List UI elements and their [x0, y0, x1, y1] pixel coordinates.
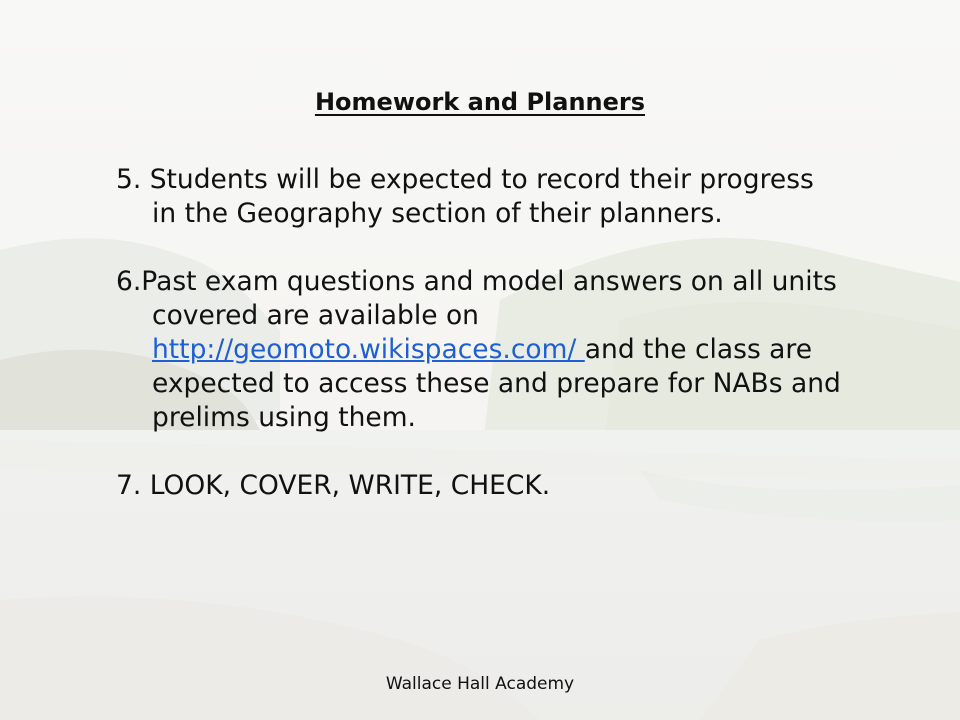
list-item-6-text-after: and the class are expected to access these and prepare for NABs and prelims using them.	[152, 334, 841, 433]
bullet-list	[116, 163, 846, 503]
list-item-6	[116, 265, 846, 435]
geomoto-link[interactable]: http://geomoto.wikispaces.com/	[152, 334, 585, 365]
footer-school-name: Wallace Hall Academy	[385, 674, 575, 694]
list-item-5: 5. Students will be expected to record their progress in the Geography section of their planners.	[116, 164, 814, 229]
list-item-6-text-before: 6.Past exam questions and model answers on all units covered are available on	[116, 266, 837, 331]
list-item-7: 7. LOOK, COVER, WRITE, CHECK.	[116, 470, 551, 501]
slide-title: Homework and Planners	[314, 88, 646, 116]
